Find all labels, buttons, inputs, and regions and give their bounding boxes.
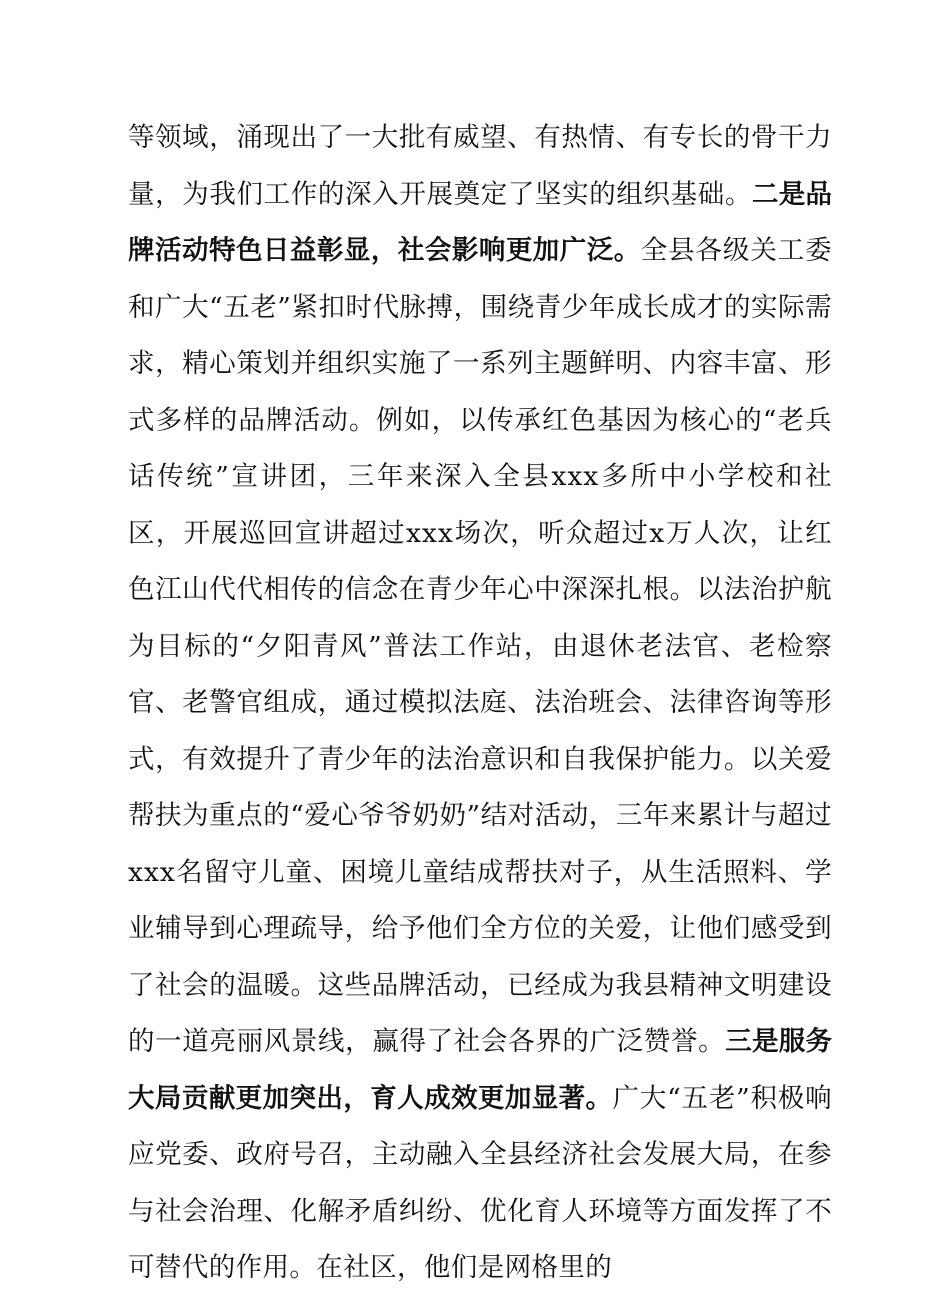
placeholder-number-run: x — [649, 517, 666, 549]
body-paragraph — [128, 110, 832, 1297]
text-run: 全县各级关工委和广大“五老”紧扣时代脉搏，围绕青少年成长成才的实际需求，精心策划并组织实施了一系列主题鲜明、内容丰富、形式多样的品牌活动。例如，以传承红色基因为核心的“老兵话传统”宣讲团，三年来深入全县 — [128, 235, 832, 492]
placeholder-number-run: xxx — [551, 461, 600, 492]
text-run: 广大“五老”积极响应党委、政府号召，主动融入全县经济社会发展大局，在参与社会治理、化解矛盾纠纷、优化育人环境等方面发挥了不可替代的作用。在社区，他们是网格里的 — [128, 1082, 833, 1283]
bold-heading-run: 二是品牌活动特色日益彰显，社会影响更加广泛。 — [128, 178, 833, 266]
placeholder-number-run: xxx — [128, 856, 176, 888]
document-body — [128, 110, 832, 1297]
placeholder-number-run: xxx — [405, 517, 454, 549]
text-run: 等领域，涌现出了一大批有威望、有热情、有专长的骨干力量，为我们工作的深入开展奠定了坚实的组织基础。 — [128, 122, 832, 210]
text-run: 名留守儿童、困境儿童结成帮扶对子，从生活照料、学业辅导到心理疏导，给予他们全方位的关爱，让他们感受到了社会的温暖。这些品牌活动，已经成为我县精神文明建设的一道亮丽风景线，赢得了社会各界的广泛赞誉。 — [128, 856, 832, 1057]
text-run: 多所中小学校和社区，开展巡回宣讲超过 — [128, 461, 832, 549]
text-run: 万人次，让红色江山代代相传的信念在青少年心中深深扎根。以法治护航为目标的“夕阳青风”普法工作站，由退休老法官、老检察官、老警官组成，通过模拟法庭、法治班会、法律咨询等形式，有效提升了青少年的法治意识和自我保护能力。以关爱帮扶为重点的“爱心爷爷奶奶”结对活动，三年来累计与超过 — [128, 517, 832, 831]
bold-heading-run: 三是服务大局贡献更加突出，育人成效更加显著。 — [128, 1026, 832, 1114]
text-run: 场次，听众超过 — [453, 517, 650, 549]
